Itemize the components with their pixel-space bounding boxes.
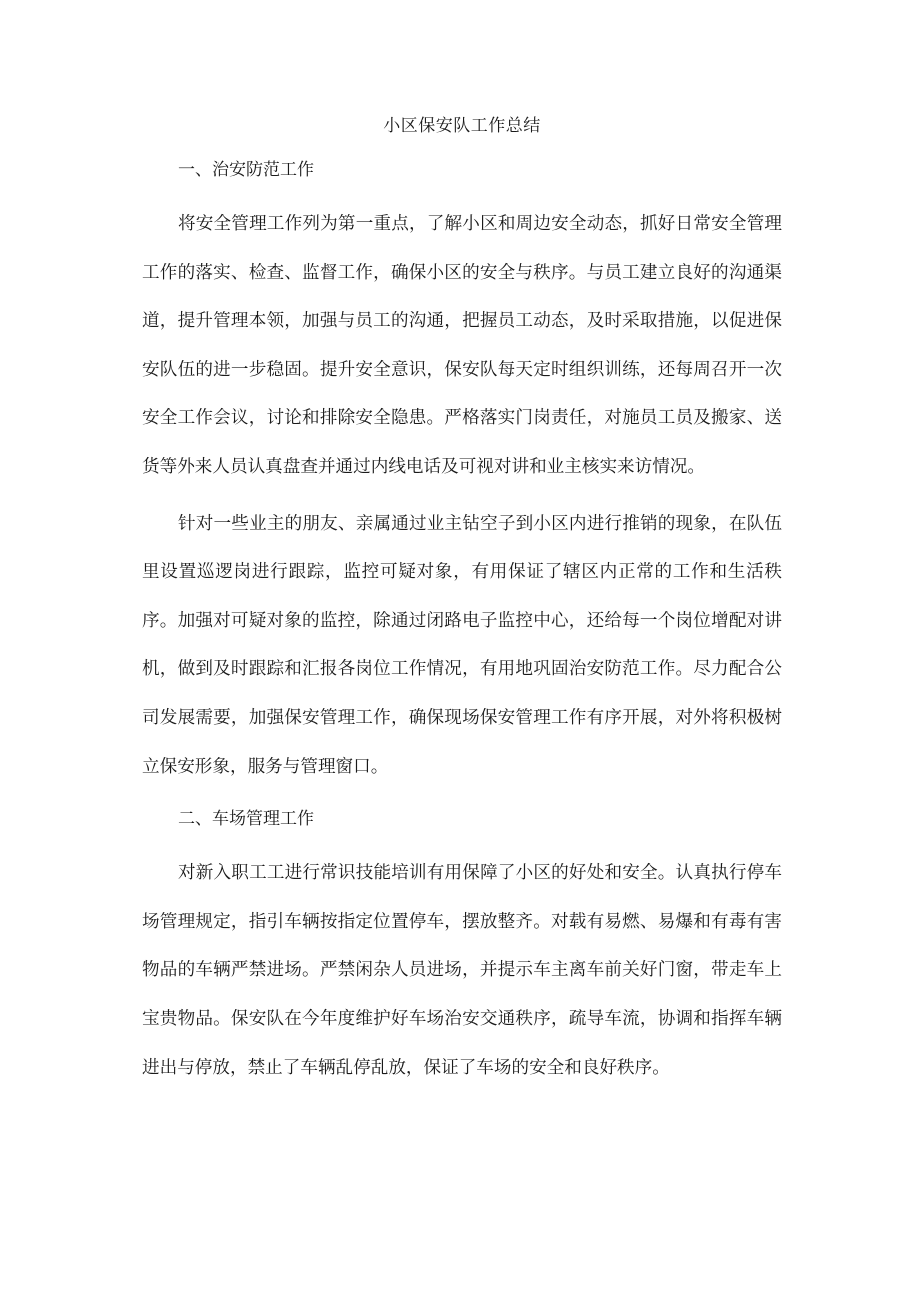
document-body bbox=[142, 108, 782, 1092]
section-heading-public-security: 一、治安防范工作 bbox=[178, 160, 314, 180]
section-heading-parking-management: 二、车场管理工作 bbox=[178, 809, 314, 830]
paragraph: 针对一些业主的朋友、亲属通过业主钻空子到小区内进行推销的现象，在队伍里设置巡逻岗进行跟踪，监控可疑对象，有用保证了辖区内正常的工作和生活秩序。加强对可疑对象的监控，除通过闭路电子监控中心，还给每一个岗位增配对讲机，做到及时跟踪和汇报各岗位工作情况，有用地巩固治安防范工作。尽力配合公司发展需要，加强保安管理工作，确保现场保安管理工作有序开展，对外将积极树立保安形象，服务与管理窗口。 bbox=[142, 513, 782, 777]
paragraph: 对新入职工工进行常识技能培训有用保障了小区的好处和安全。认真执行停车场管理规定，指引车辆按指定位置停车，摆放整齐。对载有易燃、易爆和有毒有害物品的车辆严禁进场。严禁闲杂人员进场，并提示车主离车前关好门窗，带走车上宝贵物品。保安队在今年度维护好车场治安交通秩序，疏导车流，协调和指挥车辆进出与停放，禁止了车辆乱停乱放，保证了车场的安全和良好秩序。 bbox=[142, 863, 782, 1078]
document-title: 小区保安队工作总结 bbox=[383, 116, 541, 136]
paragraph: 将安全管理工作列为第一重点，了解小区和周边安全动态，抓好日常安全管理工作的落实、检查、监督工作，确保小区的安全与秩序。与员工建立良好的沟通渠道，提升管理本领，加强与员工的沟通，把握员工动态，及时采取措施，以促进保安队伍的进一步稳固。提升安全意识，保安队每天定时组织训练，还每周召开一次安全工作会议，讨论和排除安全隐患。严格落实门岗责任，对施员工员及搬家、送货等外来人员认真盘查并通过内线电话及可视对讲和业主核实来访情况。 bbox=[142, 214, 782, 477]
